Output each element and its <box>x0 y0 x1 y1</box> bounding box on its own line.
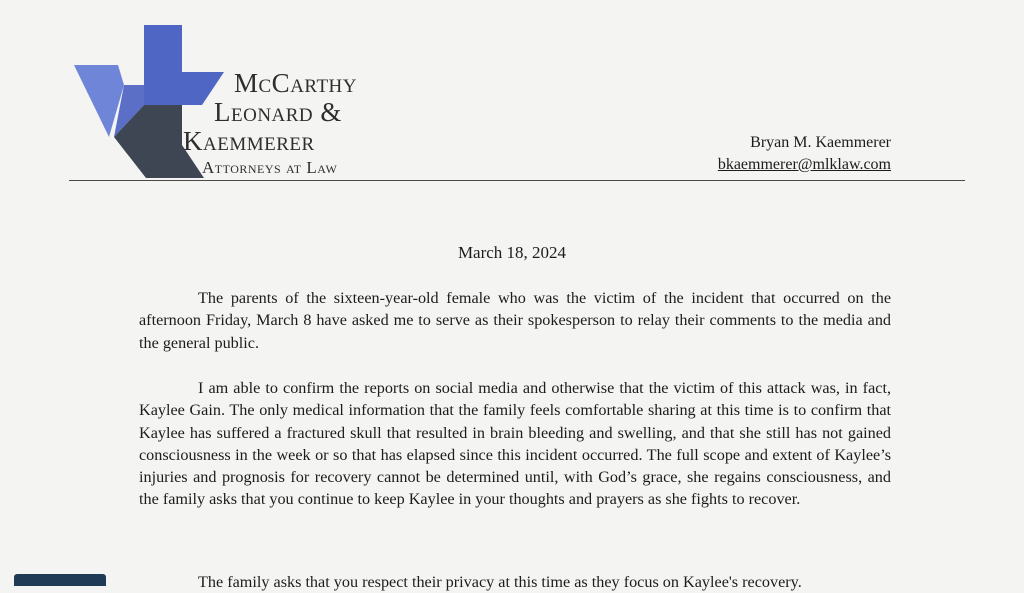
letter-paragraph-3: The family asks that you respect their privacy at this time as they focus on Kaylee's recovery. <box>198 573 802 591</box>
logo-mid-upper-shape <box>144 25 182 72</box>
sender-block <box>718 132 891 176</box>
sender-email-link[interactable]: bkaemmerer@mlklaw.com <box>717 156 891 173</box>
logo-mid-lower-shape <box>144 72 224 105</box>
firm-name-line-1: McCarthy <box>234 68 357 98</box>
firm-tagline: Attorneys at Law <box>202 158 338 177</box>
firm-name-line-3: Kaemmerer <box>183 126 315 156</box>
letter-paragraph-2: I am able to confirm the reports on social media and otherwise that the victim of this attack was, in fact, Kaylee Gain. The only medical information that the family feels comfortable sharing at this time is to confirm that Kaylee has suffered a fractured skull that resulted in brain bleeding and swelling, and that she still has not gained consciousness in the week or so that has elapsed since this incident occurred. The full scope and extent of Kaylee’s injuries and prognosis for recovery cannot be determined until, with God’s grace, she regains consciousness, and the family asks that you continue to keep Kaylee in your thoughts and prayers as she fights to recover. <box>139 379 891 509</box>
firm-name-line-2: Leonard & <box>214 97 342 127</box>
letterhead-divider <box>69 180 965 181</box>
letter-date: March 18, 2024 <box>457 243 567 262</box>
sender-name: Bryan M. Kaemmerer <box>750 134 891 151</box>
letter-paragraph-1: The parents of the sixteen-year-old female who was the victim of the incident that occurred on the afternoon Friday, March 8 have asked me to serve as their spokesperson to relay their comments to the media and the general public. <box>139 289 891 352</box>
video-overlay-tab <box>14 574 106 586</box>
